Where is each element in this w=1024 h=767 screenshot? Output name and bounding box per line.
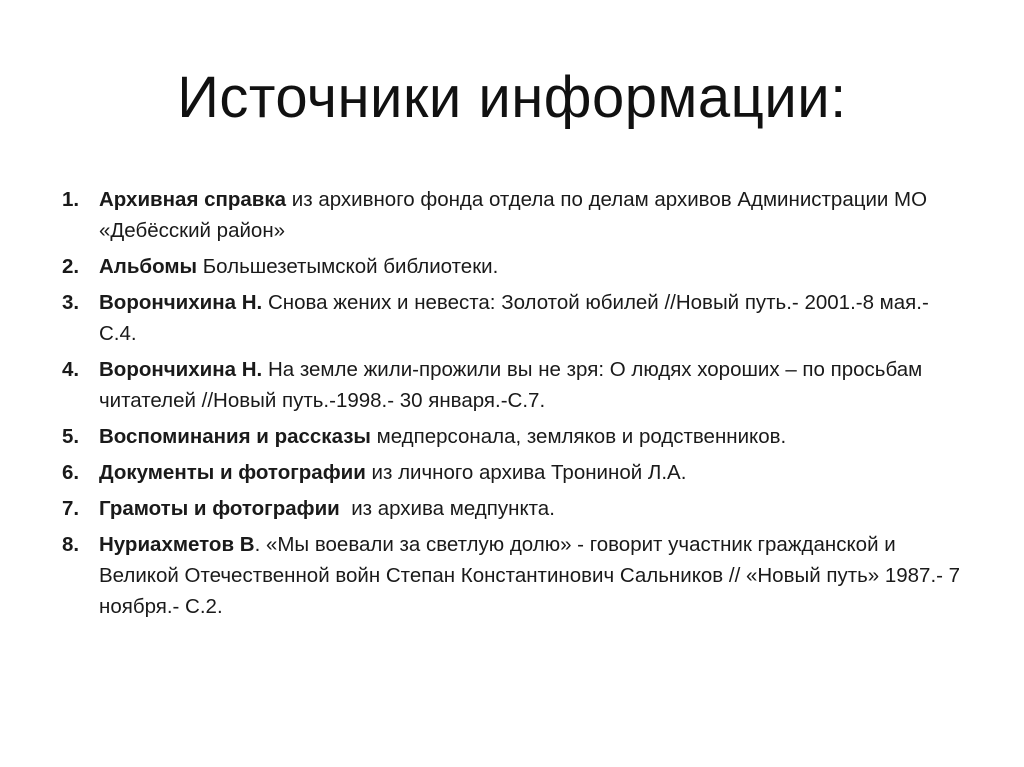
source-item-2 <box>62 251 962 282</box>
source-lead: Ворончихина Н. <box>99 358 263 381</box>
sources-list <box>62 184 962 627</box>
source-item-1 <box>62 184 962 246</box>
source-lead: Нуриахметов В <box>99 533 255 556</box>
source-item-7 <box>62 493 962 524</box>
source-lead: Грамоты и фотографии <box>99 497 340 520</box>
source-text: Снова жених и невеста: Золотой юбилей //Новый путь.- 2001.-8 мая.-С.4. <box>99 291 929 345</box>
source-text: . «Мы воевали за светлую долю» - говорит участник гражданской и Великой Отечественной войн Степан Константинович Сальников // «Новый путь» 1987.- 7 ноября.- С.2. <box>99 533 961 618</box>
source-number: 6. <box>62 461 80 484</box>
source-number: 8. <box>62 533 80 556</box>
source-number: 2. <box>62 255 80 278</box>
slide-title: Источники информации: <box>177 65 847 130</box>
source-number: 3. <box>62 291 80 314</box>
source-text: из архива медпункта. <box>339 497 555 520</box>
source-text: медперсонала, земляков и родственников. <box>370 425 787 448</box>
source-text: Большезетымской библиотеки. <box>197 255 499 278</box>
source-number: 4. <box>62 358 80 381</box>
source-item-5 <box>62 421 962 452</box>
source-item-6 <box>62 457 962 488</box>
source-lead: Архивная справка <box>99 188 287 211</box>
source-number: 5. <box>62 425 80 448</box>
source-lead: Документы и фотографии <box>99 461 366 484</box>
source-item-4 <box>62 354 962 416</box>
source-item-8 <box>62 529 962 622</box>
source-lead: Воспоминания и рассказы <box>99 425 371 448</box>
source-item-3 <box>62 287 962 349</box>
source-text: На земле жили-прожили вы не зря: О людях хороших – по просьбам читателей //Новый путь.-1998.- 30 января.-С.7. <box>99 358 923 412</box>
source-lead: Ворончихина Н. <box>99 291 263 314</box>
source-number: 1. <box>62 188 80 211</box>
source-text: из личного архива Трониной Л.А. <box>365 461 687 484</box>
source-number: 7. <box>62 497 80 520</box>
source-text: из архивного фонда отдела по делам архивов Администрации МО «Дебёсский район» <box>99 188 928 242</box>
source-lead: Альбомы <box>99 255 198 278</box>
